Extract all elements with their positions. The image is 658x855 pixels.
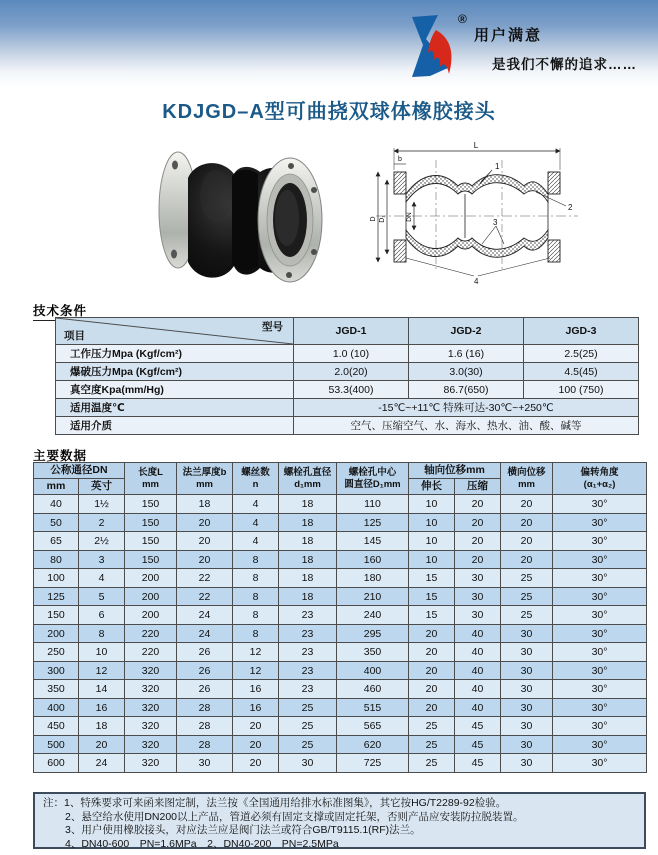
tech-span-value: -15℃~+11℃ 特殊可达-30℃~+250℃ [294, 399, 639, 417]
table-row [34, 495, 647, 514]
table-cell: 30° [553, 532, 647, 551]
table-row [34, 606, 647, 625]
table-cell: 20 [79, 735, 125, 754]
table-cell: 350 [337, 643, 409, 662]
tech-cell: 53.3(400) [294, 381, 409, 399]
table-cell: 18 [79, 717, 125, 736]
table-cell: 320 [125, 717, 177, 736]
table-cell: 725 [337, 754, 409, 773]
tech-row-label: 适用介质 [56, 417, 294, 435]
table-cell: 200 [34, 624, 79, 643]
table-cell: 25 [501, 587, 553, 606]
header-axial-compression: 压缩 [455, 479, 501, 495]
table-cell: 30 [455, 587, 501, 606]
table-cell: 150 [125, 550, 177, 569]
table-cell: 3 [79, 550, 125, 569]
table-cell: 30° [553, 717, 647, 736]
table-cell: 18 [279, 569, 337, 588]
table-cell: 4 [233, 513, 279, 532]
tech-cell: 100 (750) [524, 381, 639, 399]
tech-cell: 1.0 (10) [294, 345, 409, 363]
table-cell: 220 [125, 624, 177, 643]
tech-cell: 3.0(30) [409, 363, 524, 381]
table-cell: 26 [177, 643, 233, 662]
header-lateral: 横向位移 mm [501, 463, 553, 495]
callout-leader-3a [482, 226, 496, 244]
table-row [34, 513, 647, 532]
callout-leader-3b [496, 226, 504, 244]
table-cell: 20 [409, 680, 455, 699]
table-cell: 30 [501, 680, 553, 699]
table-cell: 30° [553, 661, 647, 680]
header-bolt-count: 螺丝数 n [233, 463, 279, 495]
table-cell: 400 [337, 661, 409, 680]
table-cell: 450 [34, 717, 79, 736]
table-cell: 15 [409, 569, 455, 588]
slogan-line1: 用户满意 [474, 27, 543, 44]
table-row [34, 550, 647, 569]
rubber-highlight [200, 170, 232, 222]
tech-row-working-pressure [56, 345, 639, 363]
tech-row-label: 适用温度℃ [56, 399, 294, 417]
table-cell: 25 [409, 735, 455, 754]
header-dn-group: 公称通径DN [34, 463, 125, 479]
table-cell: 565 [337, 717, 409, 736]
header-deflection-angle: 偏转角度 (α₁+α₂) [553, 463, 647, 495]
table-cell: 125 [34, 587, 79, 606]
table-cell: 30 [501, 717, 553, 736]
tech-conditions-table [55, 317, 639, 435]
table-cell: 20 [409, 661, 455, 680]
table-cell: 125 [337, 513, 409, 532]
table-cell: 45 [455, 717, 501, 736]
table-cell: 40 [455, 661, 501, 680]
table-cell: 30° [553, 569, 647, 588]
table-cell: 210 [337, 587, 409, 606]
table-cell: 600 [34, 754, 79, 773]
table-cell: 30° [553, 513, 647, 532]
table-cell: 30° [553, 754, 647, 773]
header-dn-mm: mm [34, 479, 79, 495]
table-cell: 20 [501, 550, 553, 569]
brand-slogan [474, 24, 637, 73]
table-cell: 2 [79, 513, 125, 532]
tech-col-jgd1: JGD-1 [294, 318, 409, 345]
company-logo-icon [405, 14, 463, 80]
table-cell: 30 [177, 754, 233, 773]
table-cell: 200 [125, 587, 177, 606]
tech-section-heading: 技术条件 [33, 301, 87, 321]
table-cell: 30 [501, 661, 553, 680]
table-cell: 30 [501, 698, 553, 717]
table-cell: 6 [79, 606, 125, 625]
table-cell: 320 [125, 754, 177, 773]
table-cell: 8 [79, 624, 125, 643]
note-line: 3、用户使用橡胶接头，对应法兰应是阀门法兰或符合GB/T9115.1(RF)法兰。 [65, 824, 421, 837]
table-cell: 300 [34, 661, 79, 680]
dim-label-D: D [370, 216, 377, 222]
table-cell: 23 [279, 680, 337, 699]
table-cell: 320 [125, 661, 177, 680]
callout-leader-4a [406, 258, 474, 276]
table-cell: 12 [233, 661, 279, 680]
table-cell: 145 [337, 532, 409, 551]
table-row [34, 661, 647, 680]
table-cell: 30 [501, 643, 553, 662]
table-cell: 25 [279, 717, 337, 736]
tech-row-vacuum [56, 381, 639, 399]
tech-row-label: 真空度Kpa(mm/Hg) [56, 381, 294, 399]
table-cell: 23 [279, 643, 337, 662]
table-cell: 20 [409, 698, 455, 717]
table-cell: 18 [279, 513, 337, 532]
header-bolt-circle-dia: 螺栓孔中心 圆直径D₁mm [337, 463, 409, 495]
table-row [34, 587, 647, 606]
table-row [34, 624, 647, 643]
bolt-hole-icon [311, 249, 317, 255]
table-cell: 320 [125, 735, 177, 754]
tech-cell: 2.0(20) [294, 363, 409, 381]
callout-2: 2 [568, 203, 573, 212]
table-cell: 18 [279, 550, 337, 569]
table-cell: 4 [79, 569, 125, 588]
table-row [34, 643, 647, 662]
table-cell: 24 [177, 624, 233, 643]
table-cell: 8 [233, 606, 279, 625]
table-cell: 30° [553, 587, 647, 606]
table-cell: 20 [409, 643, 455, 662]
bolt-hole-icon [172, 161, 178, 170]
table-cell: 10 [409, 550, 455, 569]
table-cell: 16 [233, 680, 279, 699]
tech-cell: 1.6 (16) [409, 345, 524, 363]
table-cell: 400 [34, 698, 79, 717]
table-cell: 20 [501, 532, 553, 551]
table-cell: 14 [79, 680, 125, 699]
table-cell: 24 [79, 754, 125, 773]
table-cell: 20 [233, 735, 279, 754]
table-cell: 12 [79, 661, 125, 680]
table-row [34, 532, 647, 551]
table-cell: 28 [177, 717, 233, 736]
table-cell: 20 [177, 532, 233, 551]
table-cell: 16 [233, 698, 279, 717]
table-cell: 45 [455, 754, 501, 773]
table-cell: 40 [34, 495, 79, 514]
table-cell: 22 [177, 587, 233, 606]
table-cell: 150 [125, 495, 177, 514]
table-row [34, 680, 647, 699]
table-cell: 18 [279, 495, 337, 514]
technical-drawing [370, 140, 584, 292]
table-cell: 65 [34, 532, 79, 551]
table-row [34, 717, 647, 736]
tech-col-jgd3: JGD-3 [524, 318, 639, 345]
tech-corner-cell [56, 318, 294, 345]
table-cell: 100 [34, 569, 79, 588]
table-cell: 28 [177, 735, 233, 754]
table-cell: 30° [553, 680, 647, 699]
table-cell: 40 [455, 643, 501, 662]
table-cell: 45 [455, 735, 501, 754]
table-cell: 50 [34, 513, 79, 532]
tech-row-media [56, 417, 639, 435]
table-cell: 25 [501, 606, 553, 625]
table-cell: 8 [233, 624, 279, 643]
table-cell: 30 [455, 569, 501, 588]
table-cell: 12 [233, 643, 279, 662]
slogan-line2: 是我们不懈的追求…… [492, 57, 637, 72]
table-cell: 8 [233, 550, 279, 569]
dim-label-L: L [473, 141, 479, 150]
table-cell: 150 [125, 513, 177, 532]
main-section-heading: 主要数据 [33, 446, 87, 466]
table-cell: 20 [177, 513, 233, 532]
table-cell: 10 [409, 532, 455, 551]
notes-box [33, 792, 646, 849]
table-cell: 30° [553, 550, 647, 569]
table-cell: 20 [177, 550, 233, 569]
table-cell: 20 [501, 495, 553, 514]
rubber-wall-bottom [406, 230, 548, 257]
note-line: 2、悬空给水使用DN200以上产品，管道必须有固定支撑或固定托架，否则产品应安装防拉脱装置。 [65, 810, 524, 823]
table-cell: 150 [125, 532, 177, 551]
table-cell: 30° [553, 624, 647, 643]
table-cell: 30° [553, 643, 647, 662]
table-cell: 40 [455, 698, 501, 717]
callout-1: 1 [495, 162, 500, 171]
table-cell: 10 [409, 495, 455, 514]
tech-corner-item: 项目 [64, 330, 85, 342]
header-axial-group: 轴向位移mm [409, 463, 501, 479]
table-cell: 24 [177, 606, 233, 625]
table-cell: 23 [279, 624, 337, 643]
table-cell: 30 [501, 624, 553, 643]
table-cell: 295 [337, 624, 409, 643]
table-cell: 460 [337, 680, 409, 699]
tech-row-temperature [56, 399, 639, 417]
rubber-wall-top [406, 175, 548, 202]
rubber-waist [232, 170, 258, 271]
table-cell: 30° [553, 606, 647, 625]
table-cell: 10 [409, 513, 455, 532]
table-cell: 160 [337, 550, 409, 569]
table-cell: 22 [177, 569, 233, 588]
table-cell: 18 [177, 495, 233, 514]
table-cell: 18 [279, 532, 337, 551]
registered-trademark-icon: ® [458, 12, 467, 26]
callout-3: 3 [493, 218, 498, 227]
table-cell: 15 [409, 587, 455, 606]
table-cell: 15 [409, 606, 455, 625]
table-cell: 10 [79, 643, 125, 662]
table-cell: 500 [34, 735, 79, 754]
table-cell: 26 [177, 680, 233, 699]
bolt-hole-icon [288, 163, 294, 169]
table-cell: 4 [233, 532, 279, 551]
table-cell: 80 [34, 550, 79, 569]
tech-cell: 4.5(45) [524, 363, 639, 381]
table-cell: 110 [337, 495, 409, 514]
main-table-body [34, 495, 647, 773]
header-length: 长度L mm [125, 463, 177, 495]
dim-label-DN: DN [406, 212, 413, 222]
table-cell: 25 [409, 717, 455, 736]
table-cell: 240 [337, 606, 409, 625]
dim-label-b: b [398, 156, 402, 163]
table-cell: 20 [455, 532, 501, 551]
table-cell: 28 [177, 698, 233, 717]
tech-corner-model: 型号 [262, 321, 283, 333]
table-cell: 30° [553, 495, 647, 514]
table-cell: 18 [279, 587, 337, 606]
table-cell: 200 [125, 569, 177, 588]
dim-label-D1: D₁ [379, 215, 386, 223]
tech-row-label: 爆破压力Mpa (Kgf/cm²) [56, 363, 294, 381]
table-cell: 8 [233, 569, 279, 588]
table-cell: 30 [501, 754, 553, 773]
table-cell: 25 [501, 569, 553, 588]
bore-inner [275, 190, 299, 246]
table-cell: 20 [455, 495, 501, 514]
header-dn-inch: 英寸 [79, 479, 125, 495]
table-cell: 200 [125, 606, 177, 625]
table-row [34, 698, 647, 717]
table-cell: 30° [553, 698, 647, 717]
table-cell: 320 [125, 680, 177, 699]
header-bolt-hole-dia: 螺栓孔直径 d₁mm [279, 463, 337, 495]
table-cell: 620 [337, 735, 409, 754]
table-cell: 20 [233, 717, 279, 736]
table-cell: 20 [409, 624, 455, 643]
table-cell: 20 [233, 754, 279, 773]
table-cell: 25 [279, 698, 337, 717]
bolt-hole-icon [311, 187, 317, 193]
table-cell: 25 [279, 735, 337, 754]
table-cell: 350 [34, 680, 79, 699]
table-cell: 30 [279, 754, 337, 773]
table-cell: 4 [233, 495, 279, 514]
tech-cell: 2.5(25) [524, 345, 639, 363]
table-cell: 220 [125, 643, 177, 662]
tech-row-label: 工作压力Mpa (Kgf/cm²) [56, 345, 294, 363]
table-cell: 20 [455, 513, 501, 532]
tech-cell: 86.7(650) [409, 381, 524, 399]
table-cell: 23 [279, 606, 337, 625]
table-cell: 8 [233, 587, 279, 606]
callout-leader-4b [478, 258, 550, 276]
table-cell: 180 [337, 569, 409, 588]
tech-span-value: 空气、压缩空气、水、海水、热水、油、酸、碱等 [294, 417, 639, 435]
header-band [0, 0, 658, 92]
note-line: 注：1、特殊要求可来函来图定制，法兰按《全国通用给排水标准图集》，其它按HG/T2289-92检验。 [43, 797, 507, 809]
table-cell: 20 [501, 513, 553, 532]
table-cell: 40 [455, 624, 501, 643]
table-cell: 515 [337, 698, 409, 717]
bolt-hole-icon [171, 250, 177, 259]
table-cell: 250 [34, 643, 79, 662]
main-data-table [33, 462, 647, 773]
table-cell: 320 [125, 698, 177, 717]
table-cell: 23 [279, 661, 337, 680]
product-photo [138, 138, 336, 302]
table-cell: 30° [553, 735, 647, 754]
table-row [34, 735, 647, 754]
bolt-hole-icon [286, 272, 292, 278]
table-cell: 1½ [79, 495, 125, 514]
header-flange-thickness: 法兰厚度b mm [177, 463, 233, 495]
note-line: 4、DN40-600 PN=1.6MPa 2、DN40-200 PN=2.5MPa [65, 837, 339, 850]
header-axial-extension: 伸长 [409, 479, 455, 495]
table-cell: 16 [79, 698, 125, 717]
page-title: KDJGD–A型可曲挠双球体橡胶接头 [162, 101, 496, 123]
table-row [34, 569, 647, 588]
table-cell: 20 [455, 550, 501, 569]
table-cell: 5 [79, 587, 125, 606]
table-cell: 26 [177, 661, 233, 680]
table-cell: 25 [409, 754, 455, 773]
table-cell: 30 [455, 606, 501, 625]
table-row [34, 754, 647, 773]
table-cell: 150 [34, 606, 79, 625]
tech-col-jgd2: JGD-2 [409, 318, 524, 345]
table-cell: 30 [501, 735, 553, 754]
table-cell: 40 [455, 680, 501, 699]
table-cell: 2½ [79, 532, 125, 551]
callout-4: 4 [474, 277, 479, 286]
tech-row-burst-pressure [56, 363, 639, 381]
